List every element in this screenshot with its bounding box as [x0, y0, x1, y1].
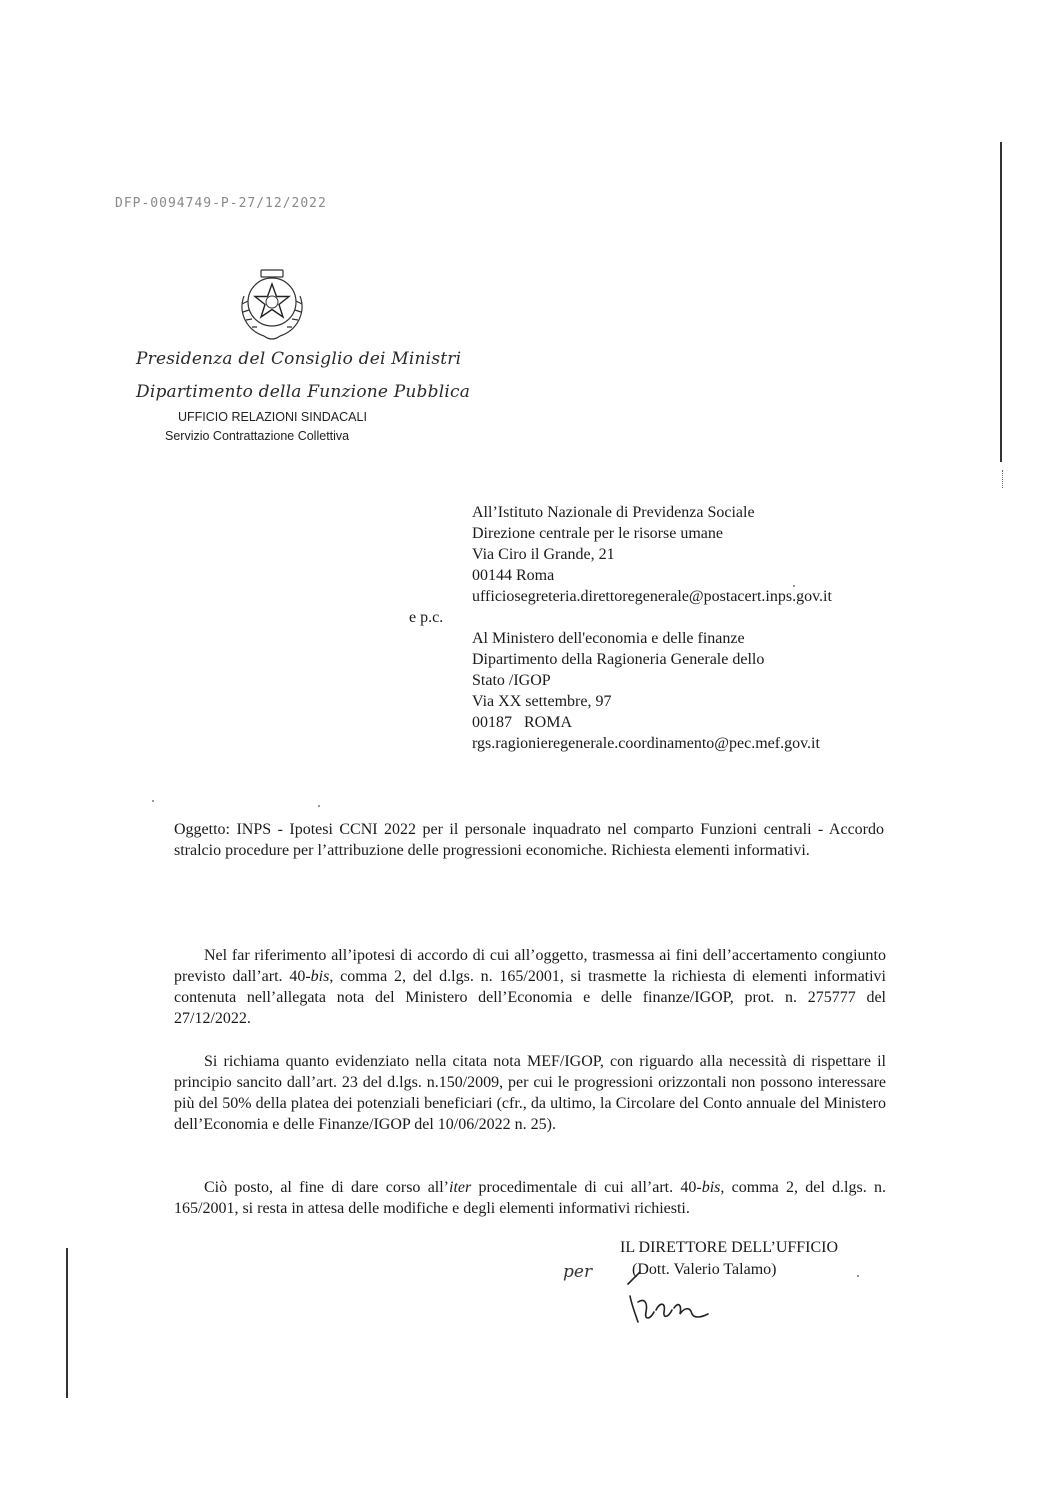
- address-line: Via Ciro il Grande, 21: [472, 546, 615, 563]
- ufficio-label: UFFICIO RELAZIONI SINDACALI: [178, 410, 367, 424]
- scan-border-line: [1000, 142, 1002, 462]
- scan-artifact: [318, 805, 320, 807]
- signatory-name: (Dott. Valerio Talamo): [632, 1261, 777, 1278]
- body-paragraph-2: Si richiama quanto evidenziato nella citata nota MEF/IGOP, con riguardo alla necessità di rispettare il principio sancito dall’art. 23 del d.lgs. n.150/2009, per cui le progressioni orizzontali non possono interessare più del 50% della platea dei potenziali beneficiari (cfr., da ultimo, la Circolare del Conto annuale del Ministero dell’Economia e delle Finanze/IGOP del 10/06/2022 n. 25).: [174, 1053, 886, 1133]
- address-line: Via XX settembre, 97: [472, 693, 612, 710]
- address-line: Dipartimento della Ragioneria Generale dello: [472, 651, 765, 668]
- body-paragraph-1: [174, 945, 886, 1029]
- dipartimento-heading: Dipartimento della Funzione Pubblica: [136, 382, 471, 402]
- epc-label: e p.c.: [409, 609, 444, 626]
- address-line: Stato /IGOP: [472, 672, 551, 689]
- scan-artifact: [793, 585, 795, 587]
- text-span: iter: [449, 1179, 472, 1196]
- scan-artifact: [857, 1275, 859, 1277]
- recipient-mef-address: [472, 628, 820, 754]
- handwritten-signature-icon: [600, 1262, 740, 1332]
- text-span: bis: [310, 968, 330, 985]
- presidenza-heading: Presidenza del Consiglio dei Ministri: [136, 349, 462, 369]
- scan-artifact: [152, 800, 154, 802]
- email-address: ufficiosegreteria.direttoregenerale@postacert.inps.gov.it: [472, 588, 832, 605]
- subject-line: Oggetto: INPS - Ipotesi CCNI 2022 per il personale inquadrato nel comparto Funzioni centrali - Accordo stralcio procedure per l’attribuzione delle progressioni economiche. Richiesta elementi informativi.: [174, 821, 884, 859]
- recipient-inps-address: [472, 502, 832, 607]
- address-line: 00187 ROMA: [472, 714, 573, 731]
- text-span: , comma 2, del d.lgs. n. 165/2001, si resta in attesa delle modifiche e degli elementi informativi richiesti.: [174, 1179, 886, 1217]
- signatory-title: IL DIRETTORE DELL’UFFICIO: [620, 1239, 839, 1256]
- address-line: Direzione centrale per le risorse umane: [472, 525, 723, 542]
- per-handwritten-note: per: [563, 1262, 593, 1282]
- address-line: Al Ministero dell'economia e delle finanze: [472, 630, 745, 647]
- text-span: bis: [701, 1179, 721, 1196]
- text-span: Ciò posto, al fine di dare corso all’: [204, 1179, 450, 1196]
- address-line: All’Istituto Nazionale di Previdenza Sociale: [472, 504, 755, 521]
- text-span: procedimentale di cui all’art. 40-: [471, 1179, 702, 1196]
- scan-border-line: [66, 1248, 68, 1398]
- email-address: rgs.ragionieregenerale.coordinamento@pec.mef.gov.it: [472, 735, 820, 752]
- body-paragraph-3: [174, 1177, 886, 1219]
- protocol-number: DFP-0094749-P-27/12/2022: [115, 196, 327, 211]
- servizio-label: Servizio Contrattazione Collettiva: [165, 429, 350, 443]
- text-span: , comma 2, del d.lgs. n. 165/2001, si trasmette la richiesta di elementi informativi contenuta nell’allegata nota del Ministero dell’Economia e delle finanze/IGOP, prot. n. 275777 del 27/12/2022.: [174, 968, 887, 1027]
- italian-republic-emblem-icon: [234, 266, 310, 346]
- scan-artifact: [1002, 470, 1004, 488]
- address-line: 00144 Roma: [472, 567, 555, 584]
- text-span: Nel far riferimento all’ipotesi di accordo di cui all’oggetto, trasmessa ai fini dell’accertamento congiunto previsto dall’art. 40-: [174, 947, 886, 985]
